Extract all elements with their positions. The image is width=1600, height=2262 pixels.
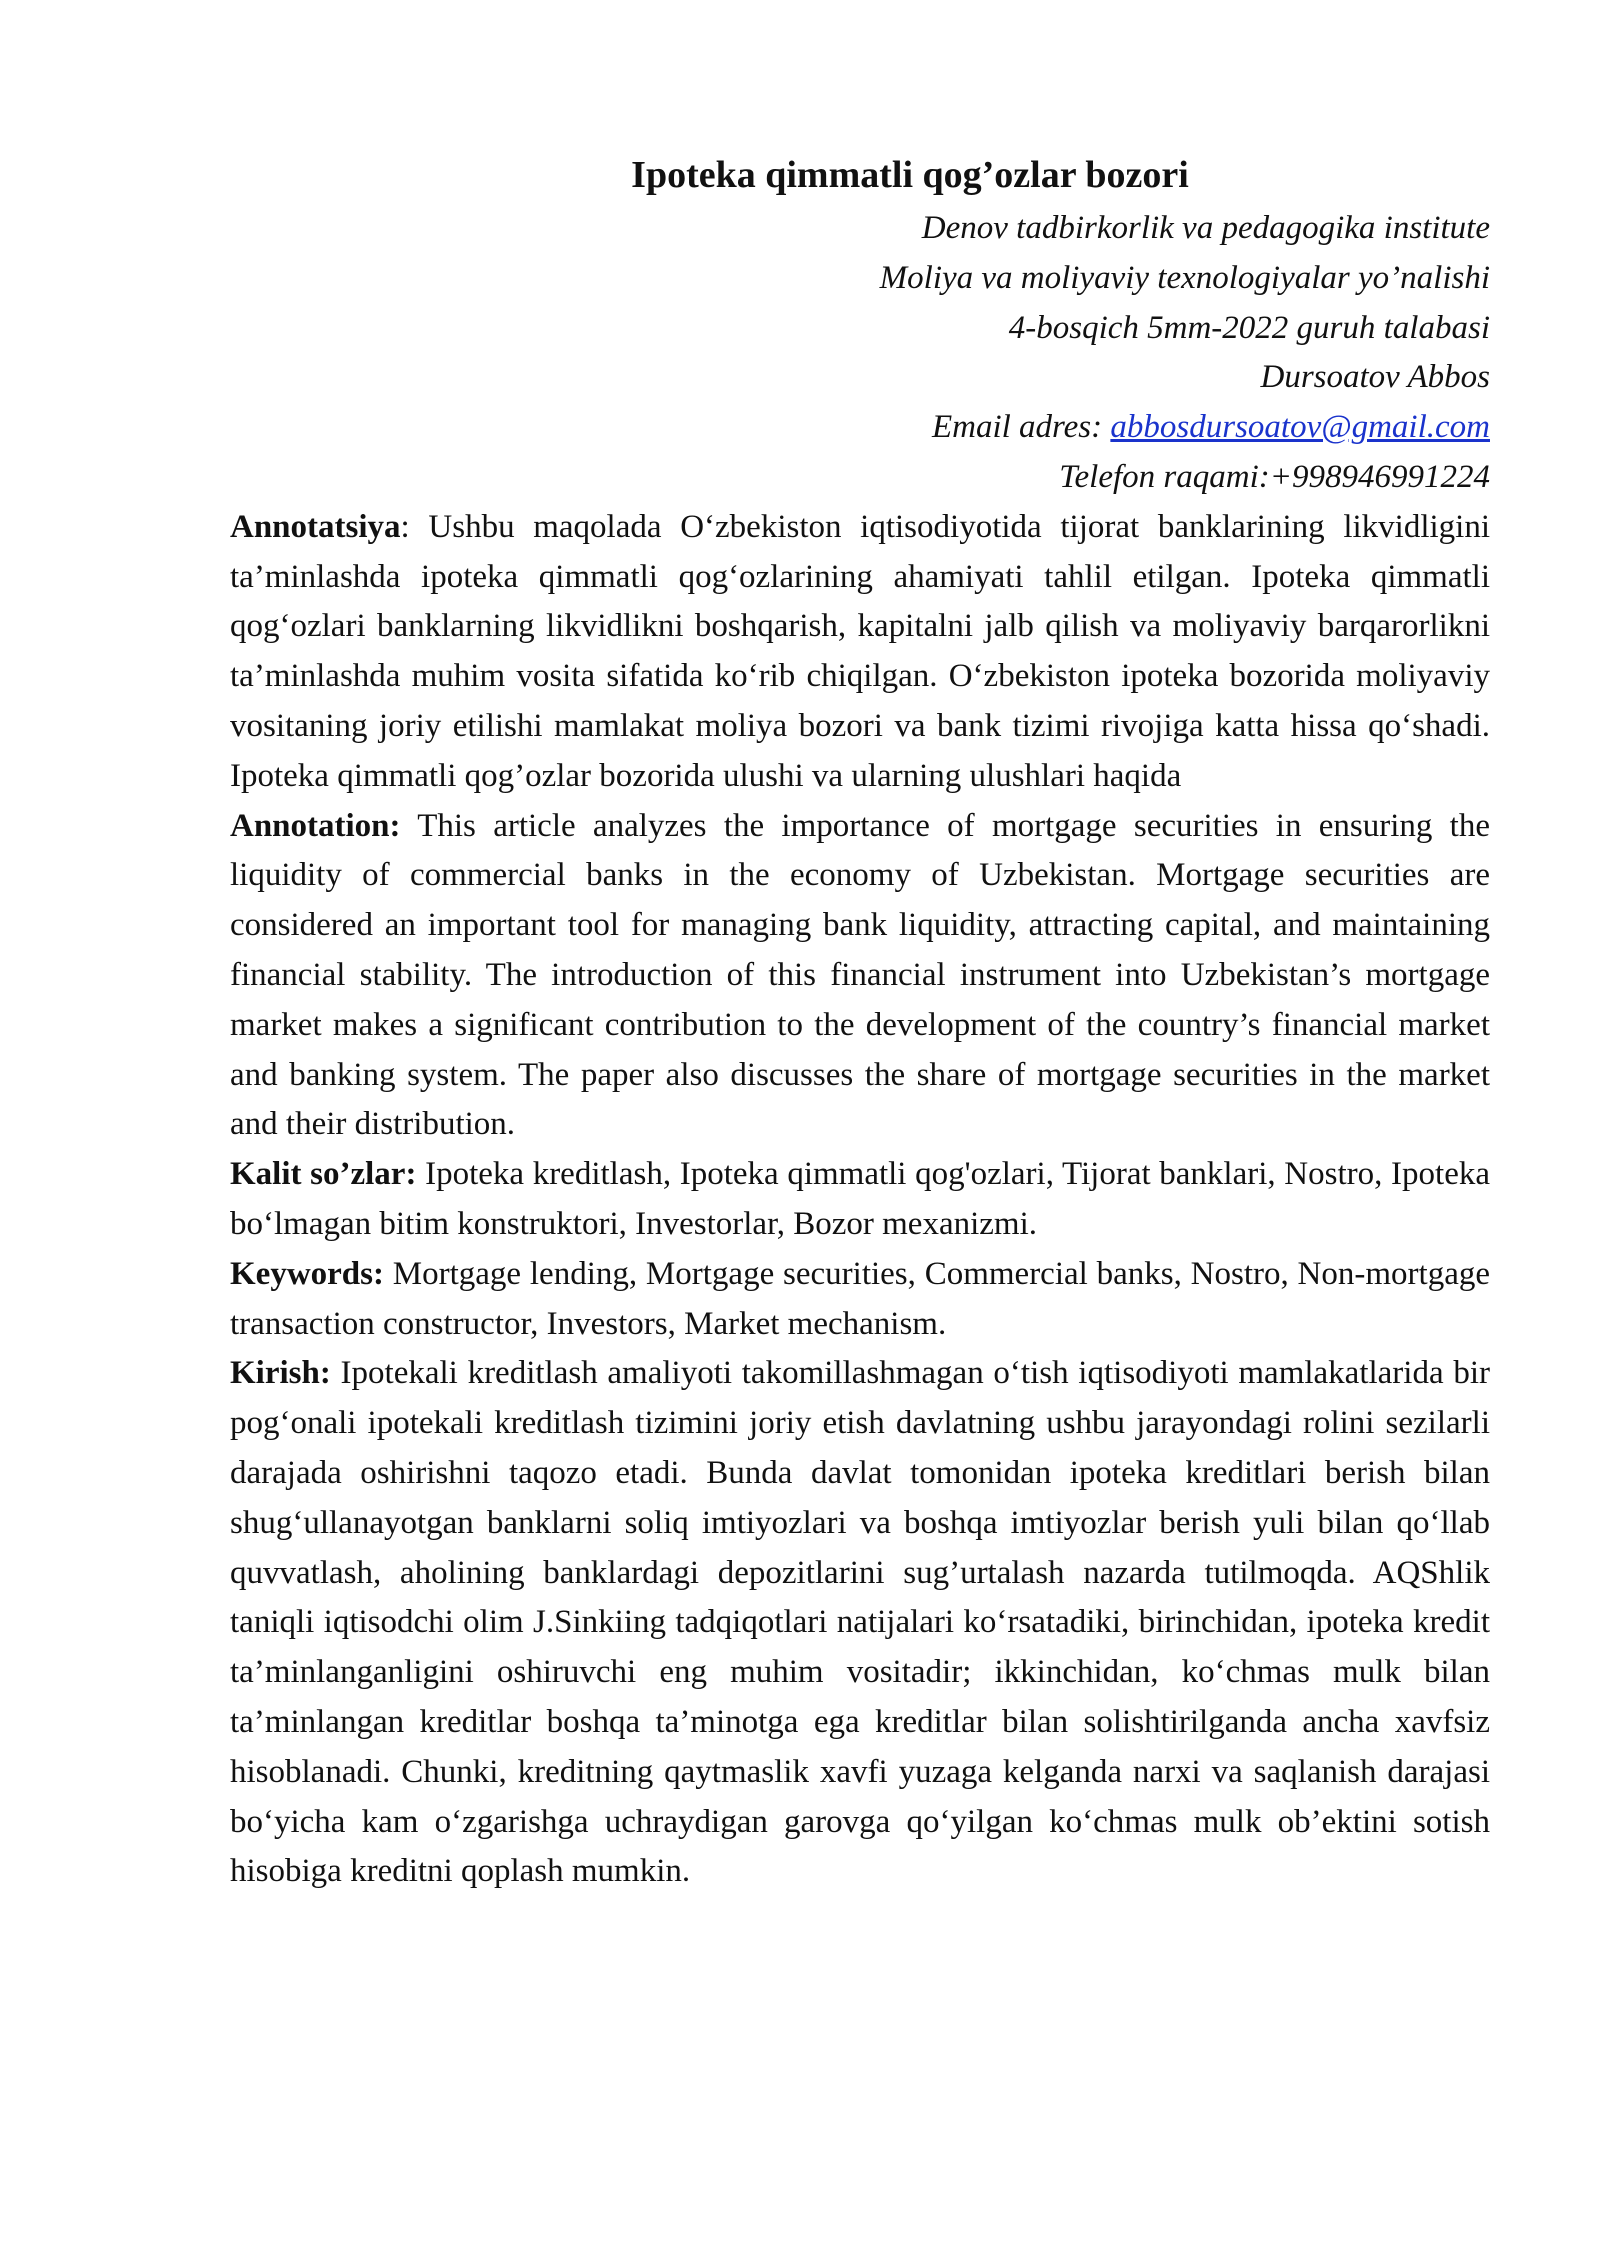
kalit-sozlar-paragraph [230,1150,1490,1250]
annotation-text: This article analyzes the importance of mortgage securities in ensuring the liquidity of commercial banks in the economy of Uzbekistan. Mortgage securities are considered an important tool for managing bank liquidity, attracting capital, and maintaining financial stability. The introduction of this financial instrument into Uzbekistan’s mortgage market makes a significant contribution to the development of the country’s financial market and banking system. The paper also discusses the share of mortgage securities in the market and their distribution. [230,807,1490,1143]
annotatsiya-text: Ushbu maqolada O‘zbekiston iqtisodiyotida tijorat banklarining likvidligini ta’minlashda ipoteka qimmatli qog‘ozlarining ahamiyati tahlil etilgan. Ipoteka qimmatli qog‘ozlari banklarning likvidlikni boshqarish, kapitalni jalb qilish va moliyaviy barqarorlikni ta’minlashda muhim vosita sifatida ko‘rib chiqilgan. O‘zbekiston ipoteka bozorida moliyaviy vositaning joriy etilishi mamlakat moliya bozori va bank tizimi rivojiga katta hissa qo‘shadi. Ipoteka qimmatli qog’ozlar bozorida ulushi va ularning ulushlari haqida [230,508,1490,794]
kalit-sozlar-label: Kalit so’zlar: [230,1156,417,1193]
paper-title: Ipoteka qimmatli qog’ozlar bozori [631,154,1189,196]
keywords-text: Mortgage lending, Mortgage securities, Commercial banks, Nostro, Non-mortgage transaction constructor, Investors, Market mechanism. [230,1255,1490,1342]
annotation-label: Annotation: [230,807,401,844]
phone-line: Telefon raqami:+998946991224 [1059,458,1490,495]
paper-page [230,148,1490,1897]
annotatsiya-label: Annotatsiya [230,508,401,545]
annotatsiya-separator: : [400,508,429,545]
author-name: Dursoatov Abbos [1260,359,1490,396]
kirish-text: Ipotekali kreditlash amaliyoti takomillashmagan o‘tish iqtisodiyoti mamlakatlarida bir pog‘onali ipotekali kreditlash tizimini joriy etish davlatning ushbu jarayondagi rolini sezilarli darajada oshirishni taqozo etadi. Bunda davlat tomonidan ipoteka kreditlari berish bilan shug‘ullanayotgan banklarni soliq imtiyozlari va boshqa imtiyozlar berish yuli bilan qo‘llab quvvatlash, aholining banklardagi depozitlarini sug’urtalash nazarda tutilmoqda. AQShlik taniqli iqtisodchi olim J.Sinkiing tadqiqotlari natijalari ko‘rsatadiki, birinchidan, ipoteka kredit ta’minlanganligini oshiruvchi eng muhim vositadir; ikkinchidan, ko‘chmas mulk bilan ta’minlangan kreditlar boshqa ta’minotga ega kreditlar bilan solishtirilganda ancha xavfsiz hisoblanadi. Chunki, kreditning qaytmaslik xavfi yuzaga kelganda narxi va saqlanish darajasi bo‘yicha kam o‘zgarishga uchraydigan garovga qo‘yilgan ko‘chmas mulk ob’ektini sotish hisobiga kreditni qoplash mumkin. [230,1355,1490,1890]
email-label: Email adres: [931,409,1111,446]
annotatsiya-paragraph [230,503,1490,802]
kirish-paragraph [230,1349,1490,1897]
department-line: Moliya va moliyaviy texnologiyalar yo’nalishi [879,259,1490,296]
kalit-sozlar-text: Ipoteka kreditlash, Ipoteka qimmatli qog'ozlari, Tijorat banklari, Nostro, Ipoteka bo‘lmagan bitim konstruktori, Investorlar, Bozor mexanizmi. [230,1156,1490,1242]
group-line: 4-bosqich 5mm-2022 guruh talabasi [1008,309,1490,346]
institute-line: Denov tadbirkorlik va pedagogika institute [921,210,1490,246]
kirish-label: Kirish: [230,1355,331,1392]
email-link[interactable]: abbosdursoatov@gmail.com [1110,409,1490,446]
keywords-paragraph [230,1250,1490,1350]
annotation-paragraph [230,802,1490,1151]
keywords-label: Keywords: [230,1255,384,1292]
email-line [230,403,1490,453]
